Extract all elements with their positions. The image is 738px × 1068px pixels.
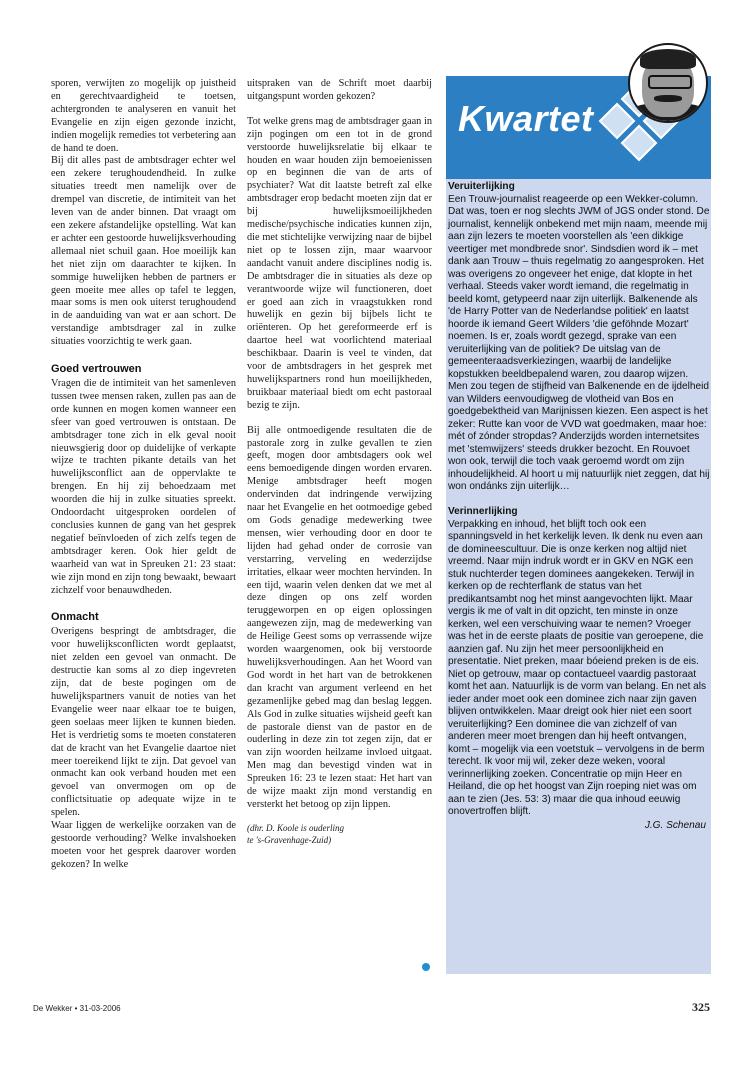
article-column-2 bbox=[247, 78, 432, 846]
kwartet-sidebar bbox=[446, 76, 711, 974]
sidebar-heading-veruiterlijking: Veruiterlijking bbox=[448, 181, 515, 192]
author-byline bbox=[247, 822, 432, 846]
paragraph: Overigens bespringt de ambtsdrager, die voor huwelijksconflicten wordt geplaatst, niet zelden een gevoel van onmacht. De destructie kan soms al zo diep ingevreten zijn, dat de beste pogingen om de huwelijkspartners vanuit de noties van het Evangelie weer naar elkaar toe te buigen, geen soelaas meer lijken te kunnen bieden. Het is verdrietig soms te moeten constateren dat de kracht van het Evangelie daartoe niet meer toereikend lijkt te zijn. Dat gevoel van onmacht kan ook verband houden met een gevoel van onvermogen om op de conflictsituatie op adequate wijze in te spelen. bbox=[51, 626, 236, 819]
byline-line: (dhr. D. Koole is ouderling bbox=[247, 822, 345, 833]
paragraph: Waar liggen de werkelijke oorzaken van de gestoorde verhouding? Welke invalshoeken moeten voor het gesprek daarover worden gekozen? In welke bbox=[51, 820, 236, 870]
sidebar-title: Kwartet bbox=[458, 98, 594, 139]
paragraph: sporen, verwijten zo mogelijk op juistheid en gerechtvaardigheid te toetsen, achtergronden te analyseren en vanuit het Evangelie en zijn eigen gezonde inzicht, indien mogelijk remedies tot verbetering aan de hand te doen. bbox=[51, 78, 236, 154]
paragraph: Bij dit alles past de ambtsdrager echter wel een zekere terughoudendheid. In zulke situaties treedt men namelijk over de drempel van discretie, de intimiteit van het leven van de ander binnen. Dat vraagt om een zekere afstandelijke opstelling. Wat kan er achter een gestoorde huwelijksverhouding allemaal niet schuil gaan. Hoe moeilijk kan het niet zijn om daarachter te kijken. In sommige huwelijken hebben de partners er geen moeite mee alles op tafel te leggen, maar soms is men ook uiterst terughoudend in de aanduiding van wat er aan schort. De verstandige ambtsdrager zal in zulke situaties voorzichtig te werk gaan. bbox=[51, 155, 236, 348]
paragraph: Vragen die de intimiteit van het samenleven tussen twee mensen raken, zullen pas aan de orde kunnen en mogen komen wanneer een sfeer van goed vertrouwen is ontstaan. De ambtsdrager tone zich in elk geval nooit nieuwsgierig door op duidelijke of verkapte wijze te trachten pikante details van het huwelijksconflict aan de oppervlakte te brengen. En hij zij behoedzaam met woorden die hij in zulke situaties spreekt. Ondoordacht uitgesproken oordelen of conclusies kunnen de gang van het gesprek negatief beïnvloeden of zich zelfs tegen de ambtsdrager keren. Ook hier geldt de waarheid van wat in Spreuken 21: 23 staat: wie zijn mond en zijn tong bewaakt, bewaart zichzelf voor benauwdheden. bbox=[51, 378, 236, 596]
paragraph: Tot welke grens mag de ambtsdrager gaan in zijn pogingen om een tot in de grond verstoorde huwelijksrelatie bij elkaar te houden en waar houden zijn bemoeienissen op en beginnen die van de arts of psychiater? Wat dit laatste betreft zal elke ambtsdrager erop bedacht moeten zijn dat er bij huwelijksmoeilijkheden medische/psychische indicaties kunnen zijn, die met stichtelijke verwijzing naar de bijbel niet op te lossen zijn, maar waarvoor aandacht vanuit andere disciplines nodig is. De ambtsdrager die in situaties als deze op verantwoorde wijze wil functioneren, doet er goed aan zich in vraagstukken rond huwelijk en gezin bij bijbels licht te oriënteren. Op het gereformeerde erf is daartoe heel wat voorlichtend materiaal beschikbaar. Daarin is veel te vinden, dat voor de ambtsdragers in het gesprek met huwelijkspartners rond hun moeilijkheden, bruikbaar materiaal biedt om echt pastoraal bezig te zijn. bbox=[247, 115, 432, 411]
section-heading-onmacht: Onmacht bbox=[51, 611, 99, 624]
sidebar-header bbox=[446, 76, 711, 179]
author-portrait-icon bbox=[628, 43, 708, 123]
section-heading-goed-vertrouwen: Goed vertrouwen bbox=[51, 363, 142, 376]
footer-publication: De Wekker • 31-03-2006 bbox=[33, 1004, 121, 1013]
sidebar-paragraph: Verpakking en inhoud, het blijft toch ook een spanningsveld in het kerkelijk leven. Ik denk nu even aan de domineescultuur. Die is onze kerken nog altijd niet vreemd. Naar mijn indruk wordt er in GKV en NGK een stuk nuchterder tegen dominees aangekeken. Terwijl in kerken op de rechterflank de status van het predikantsambt nog het minst aangevochten lijkt. Maar vergis ik me of valt in dit opzicht, ten minste in onze kerken, wel een verschuiving waar te nemen? Vroeger was het in de eerste plaats de positie van geroepene, die aanzien gaf. Nu zijn het meer persoonlijkheid en presentatie. Niet preken, maar bóeiend preken is de eis. Niet op getrouw, maar op contactueel vaardig pastoraat komt het aan. Natuurlijk is de vorm van belang. En net als ieder ander moet ook een dominee zich naar zijn gaven blijven ontwikkelen. Maar dreigt ook hier niet een soort veruiterlijking? Een dominee die van zichzelf of van anderen meer moet brengen dan hij heeft ontvangen, komt – mogelijk via een voetstuk – vervolgens in de berm terecht. Ik voor mij wil, zeker deze weken, vooral verinnerlijking zoeken. Concentratie op mijn Heer en Heiland, die op het hoogst van Zijn roeping niet was om aan te zien (Jes. 53: 3) maar die qua inhoud eeuwig onovertroffen blijft. bbox=[448, 518, 707, 817]
paragraph: uitspraken van de Schrift moet daarbij uitgangspunt worden gekozen? bbox=[247, 78, 432, 102]
sidebar-body bbox=[446, 179, 711, 974]
sidebar-text bbox=[448, 181, 710, 832]
byline-line: te 's-Gravenhage-Zuid) bbox=[247, 834, 332, 845]
sidebar-author: J.G. Schenau bbox=[644, 819, 706, 831]
end-of-article-dot-icon bbox=[422, 963, 430, 971]
article-column-1 bbox=[51, 78, 236, 872]
sidebar-paragraph: Een Trouw-journalist reageerde op een Wekker-column. Dat was, toen er nog slechts JWM of JGS onder stond. De journalist, kennelijk onbekend met mijn naam, meende mij aan zijn lezers te moeten voorstellen als 'een dikkige veertiger met mondbrede snor'. Sindsdien word ik – met dank aan Trouw – thuis regelmatig zo aangesproken. Het was overigens zo ongeveer het enige, dat klopte in het verhaal. Steeds vaker wordt iemand, die regelmatig in beeld komt, getypeerd naar zijn uiterlijk. Balkenende als 'de Harry Potter van de Nederlandse politiek' en laatst hoorde ik iemand Geert Wilders 'die geföhnde Mozart' noemen. Is er, zoals wordt gezegd, sprake van een veruiterlijking van de politiek? De uitslag van de gemeenteraadsverkiezingen, waarbij de landelijke kopstukken beeldbepalend waren, zou daarop wijzen. Men zou tegen de stijfheid van Balkenende en de ijdelheid van Wilders eenvoudigweg de vlotheid van Bos en goedgebektheid van Marijnissen kiezen. Een aspect is het zeker: Rutte kan voor de VVD wat goedmaken, maar hoe: mét of zónder stropdas? Anderzijds worden internetsites met 'stemwijzers' steeds drukker bezocht. En Rouvoet won ook, terwijl die toch vaak geroemd wordt om zijn inhoudelijkheid. Al hoort u mij natuurlijk niet zeggen, dat hij won ondánks zijn uiterlijk… bbox=[448, 193, 710, 492]
page-number: 325 bbox=[692, 1000, 710, 1014]
sidebar-heading-verinnerlijking: Verinnerlijking bbox=[448, 506, 518, 517]
paragraph: Bij alle ontmoedigende resultaten die de pastorale zorg in zulke gevallen te zien geeft, mogen door ambtsdagers ook wel eens bemoedigende dingen worden ervaren. Menige ambtsdrager heeft mogen ondervinden dat indringende verwijzing naar het Evangelie en het ootmoedige gebed om Gods genadige medewerking twee mensen, wier verhouding door en door te lijden had gehad onder de corrosie van verstarring, verveling en wederzijdse irritaties, elkaar weer mochten hervinden. In een tijd, waarin velen denken dat we met al deze dingen op ons zelf worden teruggeworpen en op eigen oplossingen aangewezen zijn, mag de medewerking van de Heilige Geest soms op verrassende wijze worden waargenomen, ook bij verstoorde huwelijksverhoudingen. Aan het Woord van God wordt in het hart van de betrokkenen dan kracht van argument verleend en het gezamenlijke gebed mag dan beslag leggen. Als God in zulke situaties wijsheid geeft kan de pastorale dienst van de pastor en de ouderling in deze zin tot zegen zijn, dat er van zijn woorden heilzame invloed uitgaat. Men mag dan bevestigd vinden wat in Spreuken 16: 23 te lezen staat: Het hart van de wijze maakt zijn mond verstandig en versterkt het betoog op zijn lippen. bbox=[247, 424, 432, 810]
